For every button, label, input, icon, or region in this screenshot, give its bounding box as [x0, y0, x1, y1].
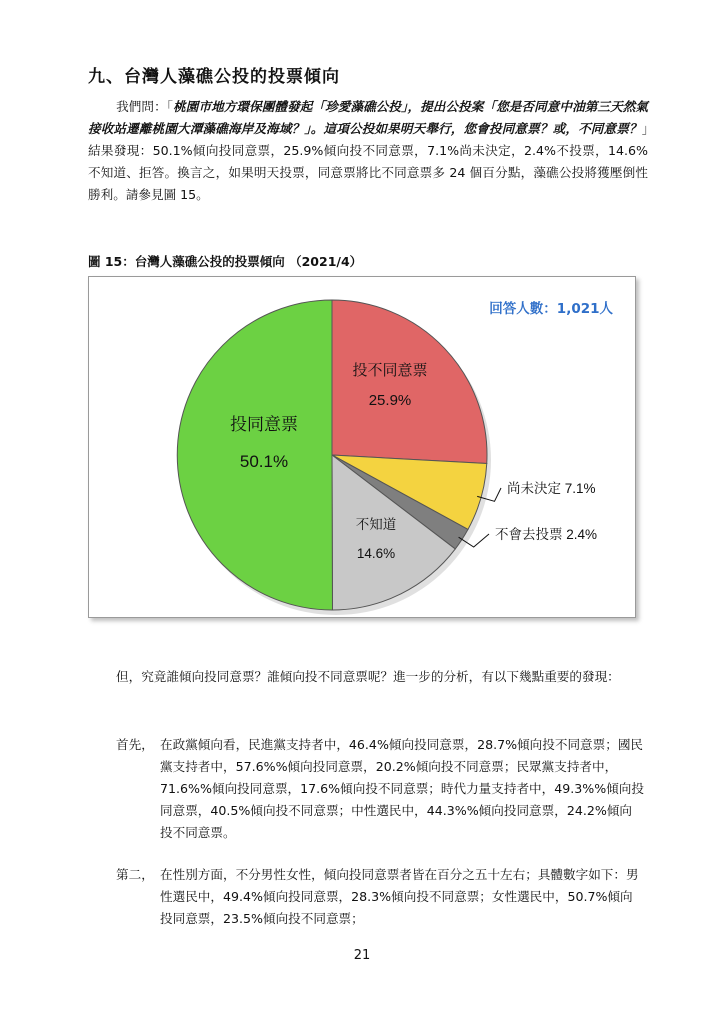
pie-chart	[89, 277, 635, 617]
section-heading: 九、台灣人藻礁公投的投票傾向	[88, 67, 340, 87]
para1-rest: 」結果發現：50.1%傾向投同意票，25.9%傾向投不同意票，7.1%尚未決定，2.4%不投票，14.6%不知道、拒答。換言之，如果明天投票，同意票將比不同意票多 24 個百分點，藻礁公投將獲壓倒性勝利。請參見圖 15。	[88, 121, 648, 202]
value-dontknow: 14.6%	[356, 546, 396, 561]
intro-paragraph	[88, 96, 648, 206]
figure-caption: 圖 15：台灣人藻礁公投的投票傾向 （2021/4）	[88, 254, 363, 269]
label-agree: 投同意票	[230, 415, 298, 434]
label-dontknow: 不知道	[355, 517, 397, 532]
finding-2-text: 在性別方面，不分男性女性，傾向投同意票者皆在百分之五十左右；具體數字如下：男性選民中，49.4%傾向投同意票，28.3%傾向投不同意票；女性選民中，50.7%傾向投同意票，23.5%傾向投不同意票；	[160, 867, 639, 926]
label-undecided: 尚未決定 7.1%	[507, 481, 596, 496]
survey-question: 桃園市地方環保團體發起「珍愛藻礁公投」，提出公投案「您是否同意中油第三天然氣接收站遷離桃園大潭藻礁海岸及海域？」。這項公投如果明天舉行，您會投同意票？或，不同意票？	[88, 99, 649, 136]
analysis-intro	[88, 666, 648, 688]
value-disagree: 25.9%	[368, 392, 412, 409]
para1-lead: 我們問：「	[116, 99, 174, 114]
pie-slice-0	[332, 300, 487, 464]
finding-2-lead: 第二，	[116, 867, 154, 882]
finding-1	[116, 734, 644, 844]
finding-1-text: 在政黨傾向看，民進黨支持者中，46.4%傾向投同意票，28.7%傾向投不同意票；國民黨支持者中，57.6%%傾向投同意票，20.2%傾向投不同意票；民眾黨支持者中，71.6%%傾向投同意票，17.6%傾向投不同意票；時代力量支持者中，49.3%%傾向投同意票，40.5%傾向投不同意票；中性選民中，44.3%%傾向投同意票，24.2%傾向投不同意票。	[160, 737, 644, 840]
finding-1-lead: 首先，	[116, 737, 154, 752]
analysis-intro-text: 但，究竟誰傾向投同意票？誰傾向投不同意票呢？進一步的分析，有以下幾點重要的發現：	[116, 669, 620, 684]
value-agree: 50.1%	[239, 452, 289, 471]
respondents-count: 回答人數：1,021人	[489, 301, 613, 317]
label-novote: 不會去投票 2.4%	[495, 527, 598, 542]
page-number: 21	[353, 948, 371, 963]
finding-2	[116, 864, 644, 930]
label-disagree: 投不同意票	[352, 362, 428, 379]
pie-chart-frame	[88, 276, 636, 618]
